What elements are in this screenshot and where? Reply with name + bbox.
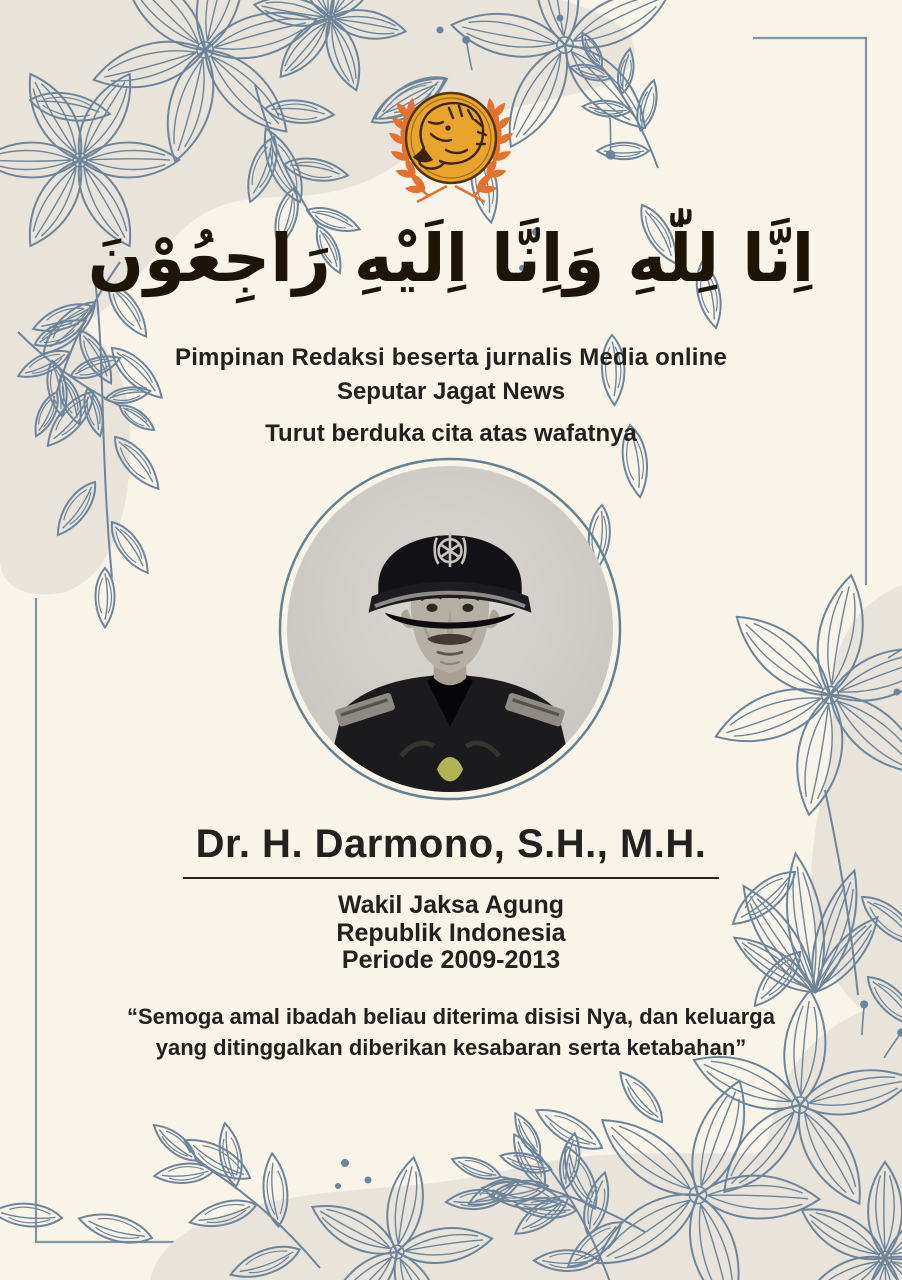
name-underline <box>183 877 719 879</box>
prayer-quote <box>0 1002 902 1064</box>
position-line-3: Periode 2009-2013 <box>341 946 561 974</box>
news-agency-logo-icon <box>0 78 902 208</box>
condolence-line: Turut berduka cita atas wafatnya <box>265 420 637 447</box>
deceased-name: Dr. H. Darmono, S.H., M.H. <box>195 822 707 866</box>
portrait-photo <box>278 457 622 801</box>
position-line-2: Republik Indonesia <box>336 918 566 947</box>
intro-line-1: Pimpinan Redaksi beserta jurnalis Media online <box>174 344 728 371</box>
prayer-line-2: yang ditinggalkan diberikan kesabaran serta ketabahan” <box>155 1034 747 1060</box>
arabic-calligraphy: اِنَّا لِلّٰهِ وَاِنَّا اِلَيْهِ رَاجِعُوْنَ <box>87 220 815 297</box>
prayer-line-1: “Semoga amal ibadah beliau diterima disisi Nya, dan keluarga <box>126 1004 775 1029</box>
position-line-1: Wakil Jaksa Agung <box>338 891 564 919</box>
deceased-titles <box>0 892 902 975</box>
intro-line-2: Seputar Jagat News <box>336 378 566 405</box>
